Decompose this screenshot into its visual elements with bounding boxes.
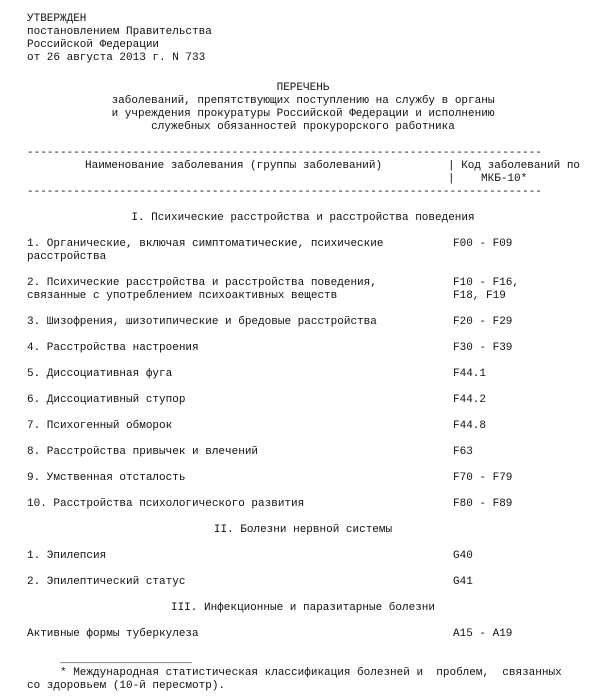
footnote-text: со здоровьем (10-й пересмотр). <box>27 680 226 692</box>
document-subtitle-line: заболеваний, препятствующих поступлению на службу в органы <box>111 95 495 107</box>
icd-code: F20 - F29 <box>453 316 513 328</box>
icd-code: A15 - A19 <box>453 628 513 640</box>
section-title: III. Инфекционные и паразитарные болезни <box>170 602 436 614</box>
footnote-rule: ____________________ <box>60 654 193 666</box>
document-subtitle-line: и учреждения прокуратуры Российской Федерации и исполнению <box>111 108 495 120</box>
icd-code: F63 <box>453 446 473 458</box>
icd-code: G40 <box>453 550 473 562</box>
approval-stamp-date: от 26 августа 2013 г. N 733 <box>27 52 206 64</box>
icd-code: F00 - F09 <box>453 238 513 250</box>
disease-name: 1. Органические, включая симптоматические, психические <box>27 238 384 250</box>
disease-name: 5. Диссоциативная фуга <box>27 368 173 380</box>
icd-code: F10 - F16, <box>453 277 520 289</box>
column-header-disease: Наименование заболевания (группы заболеваний) <box>85 160 383 172</box>
disease-name: 2. Психические расстройства и расстройства поведения, <box>27 277 377 289</box>
disease-name: 4. Расстройства настроения <box>27 342 199 354</box>
disease-name: 7. Психогенный обморок <box>27 420 173 432</box>
disease-name: 1. Эпилепсия <box>27 550 107 562</box>
document-subtitle-line: служебных обязанностей прокурорского работника <box>151 121 455 133</box>
icd-code: F18, F19 <box>453 290 506 302</box>
footnote-text: * Международная статистическая классификация болезней и проблем, связанных <box>60 667 562 679</box>
disease-name: расстройства <box>27 251 107 263</box>
disease-name: Активные формы туберкулеза <box>27 628 199 640</box>
column-header-code: | МКБ-10* <box>448 173 528 185</box>
column-header-code: | Код заболеваний по <box>448 160 581 172</box>
icd-code: F44.2 <box>453 394 487 406</box>
approval-stamp-line: УТВЕРЖДЕН <box>27 13 87 25</box>
approval-stamp-line: Российской Федерации <box>27 39 160 51</box>
icd-code: F80 - F89 <box>453 498 513 510</box>
section-title: I. Психические расстройства и расстройства поведения <box>131 212 475 224</box>
disease-name: 10. Расстройства психологического развития <box>27 498 305 510</box>
disease-name: 3. Шизофрения, шизотипические и бредовые расстройства <box>27 316 377 328</box>
table-rule-bottom: ------------------------------------------------------------------------------ <box>27 186 542 198</box>
icd-code: F44.8 <box>453 420 487 432</box>
icd-code: F30 - F39 <box>453 342 513 354</box>
disease-name: 9. Умственная отсталость <box>27 472 186 484</box>
disease-name: 2. Эпилептический статус <box>27 576 186 588</box>
table-rule-top: ------------------------------------------------------------------------------ <box>27 147 542 159</box>
disease-name: 6. Диссоциативный ступор <box>27 394 186 406</box>
section-title: II. Болезни нервной системы <box>213 524 393 536</box>
icd-code: F70 - F79 <box>453 472 513 484</box>
icd-code: G41 <box>453 576 473 588</box>
icd-code: F44.1 <box>453 368 487 380</box>
disease-name: связанные с употреблением психоактивных веществ <box>27 290 338 302</box>
approval-stamp-line: постановлением Правительства <box>27 26 212 38</box>
disease-name: 8. Расстройства привычек и влечений <box>27 446 259 458</box>
document-title: ПЕРЕЧЕНЬ <box>276 82 330 94</box>
